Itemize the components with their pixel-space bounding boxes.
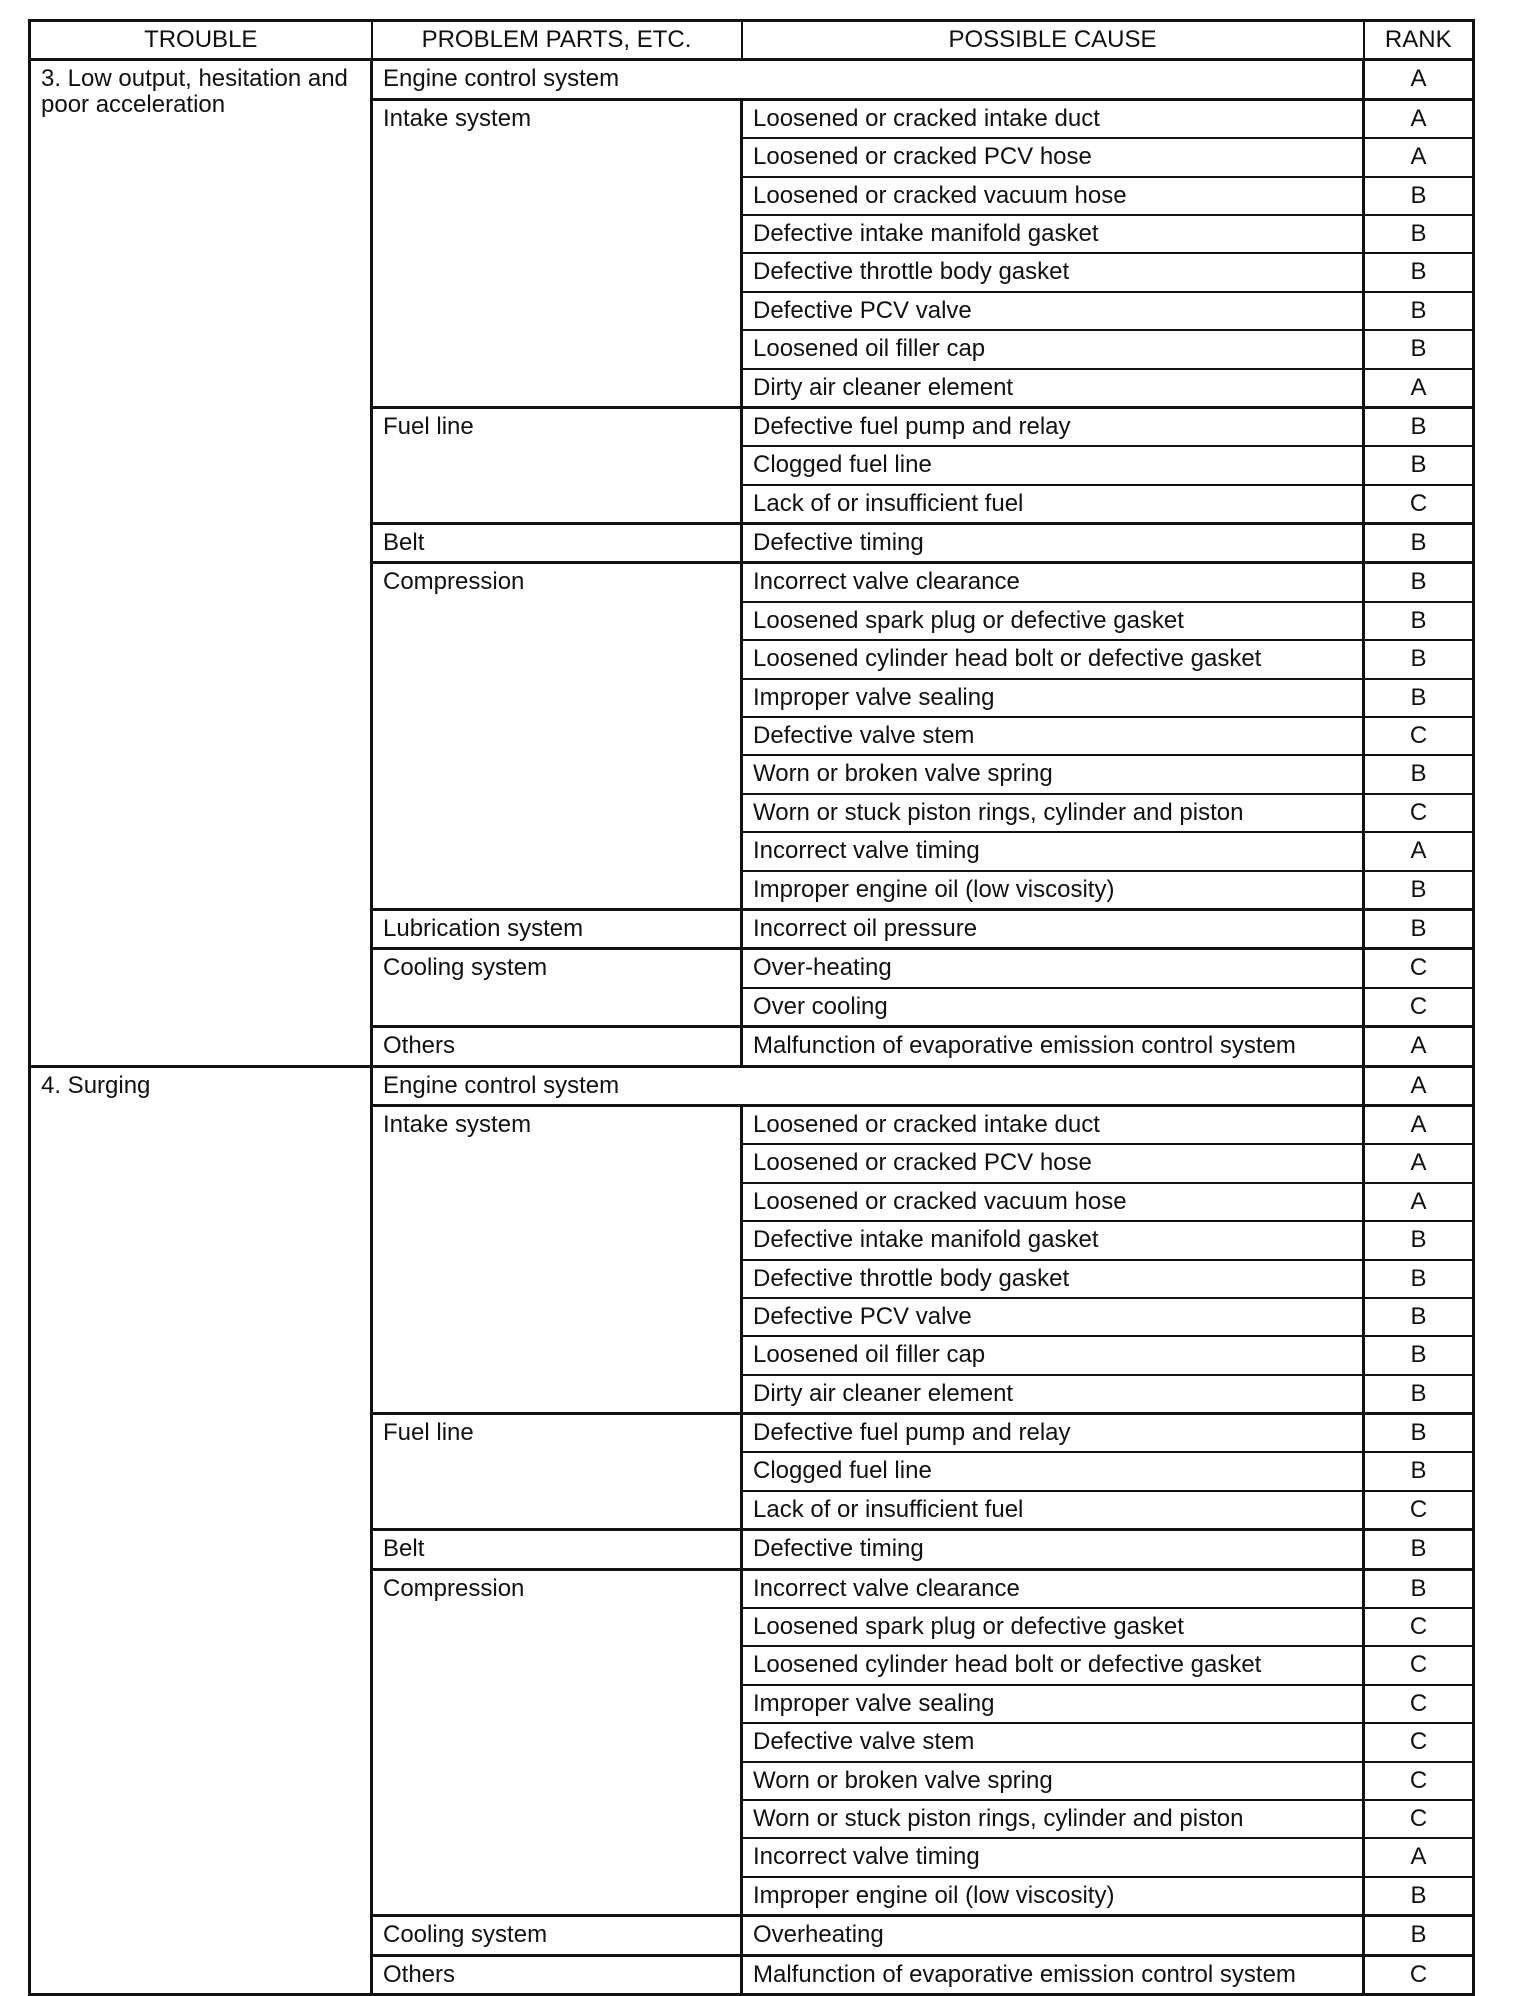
possible-cause-cell: Loosened or cracked PCV hose [742, 138, 1364, 176]
rank-cell: A [1364, 138, 1474, 176]
possible-cause-cell: Defective throttle body gasket [742, 1260, 1364, 1298]
header-trouble: TROUBLE [30, 21, 372, 60]
possible-cause-cell: Clogged fuel line [742, 1452, 1364, 1490]
rank-cell: B [1364, 446, 1474, 484]
possible-cause-cell: Loosened or cracked intake duct [742, 99, 1364, 138]
rank-cell: A [1364, 1838, 1474, 1876]
possible-cause-cell: Defective intake manifold gasket [742, 1221, 1364, 1259]
rank-cell: B [1364, 1452, 1474, 1490]
table-body [30, 60, 1474, 1995]
possible-cause-cell: Loosened oil filler cap [742, 1336, 1364, 1374]
possible-cause-cell: Improper engine oil (low viscosity) [742, 1877, 1364, 1916]
possible-cause-cell: Defective valve stem [742, 717, 1364, 755]
rank-cell: A [1364, 1105, 1474, 1144]
rank-cell: B [1364, 292, 1474, 330]
possible-cause-cell: Improper engine oil (low viscosity) [742, 871, 1364, 910]
rank-cell: A [1364, 99, 1474, 138]
rank-cell: B [1364, 177, 1474, 215]
rank-cell: A [1364, 832, 1474, 870]
rank-cell: C [1364, 1608, 1474, 1646]
possible-cause-cell: Loosened spark plug or defective gasket [742, 1608, 1364, 1646]
rank-cell: C [1364, 1955, 1474, 1994]
problem-part-cell: Belt [372, 1530, 742, 1569]
troubleshooting-table [28, 19, 1475, 1996]
trouble-cell: 3. Low output, hesitation and poor acceleration [30, 60, 372, 1066]
header-problem-parts: PROBLEM PARTS, ETC. [372, 21, 742, 60]
possible-cause-cell: Loosened or cracked intake duct [742, 1105, 1364, 1144]
problem-part-cell: Others [372, 1027, 742, 1066]
rank-cell: C [1364, 1491, 1474, 1530]
problem-part-cell: Intake system [372, 99, 742, 407]
possible-cause-cell: Worn or stuck piston rings, cylinder and piston [742, 1800, 1364, 1838]
rank-cell: C [1364, 949, 1474, 988]
possible-cause-cell: Dirty air cleaner element [742, 369, 1364, 408]
rank-cell: B [1364, 1298, 1474, 1336]
rank-cell: B [1364, 909, 1474, 948]
problem-part-cell: Engine control system [372, 60, 1364, 99]
possible-cause-cell: Worn or broken valve spring [742, 1762, 1364, 1800]
rank-cell: A [1364, 1183, 1474, 1221]
problem-part-cell: Lubrication system [372, 909, 742, 948]
rank-cell: B [1364, 640, 1474, 678]
trouble-cell: 4. Surging [30, 1066, 372, 1994]
possible-cause-cell: Malfunction of evaporative emission control system [742, 1955, 1364, 1994]
rank-cell: B [1364, 1375, 1474, 1414]
possible-cause-cell: Incorrect valve timing [742, 1838, 1364, 1876]
problem-part-cell: Cooling system [372, 1916, 742, 1955]
possible-cause-cell: Improper valve sealing [742, 1685, 1364, 1723]
possible-cause-cell: Defective throttle body gasket [742, 253, 1364, 291]
rank-cell: B [1364, 524, 1474, 563]
rank-cell: C [1364, 1762, 1474, 1800]
rank-cell: B [1364, 1569, 1474, 1608]
possible-cause-cell: Loosened oil filler cap [742, 330, 1364, 368]
rank-cell: B [1364, 1414, 1474, 1453]
rank-cell: C [1364, 988, 1474, 1027]
possible-cause-cell: Worn or stuck piston rings, cylinder and piston [742, 794, 1364, 832]
possible-cause-cell: Loosened cylinder head bolt or defective gasket [742, 640, 1364, 678]
possible-cause-cell: Incorrect valve clearance [742, 563, 1364, 602]
problem-part-cell: Cooling system [372, 949, 742, 1027]
rank-cell: B [1364, 215, 1474, 253]
possible-cause-cell: Overheating [742, 1916, 1364, 1955]
possible-cause-cell: Loosened or cracked PCV hose [742, 1144, 1364, 1182]
rank-cell: B [1364, 1530, 1474, 1569]
possible-cause-cell: Worn or broken valve spring [742, 755, 1364, 793]
rank-cell: C [1364, 1723, 1474, 1761]
header-row [30, 21, 1474, 60]
possible-cause-cell: Clogged fuel line [742, 446, 1364, 484]
possible-cause-cell: Loosened cylinder head bolt or defective gasket [742, 1646, 1364, 1684]
possible-cause-cell: Defective PCV valve [742, 292, 1364, 330]
problem-part-cell: Compression [372, 1569, 742, 1916]
rank-cell: B [1364, 1260, 1474, 1298]
rank-cell: B [1364, 871, 1474, 910]
table-header [30, 21, 1474, 60]
problem-part-cell: Fuel line [372, 1414, 742, 1530]
possible-cause-cell: Defective PCV valve [742, 1298, 1364, 1336]
rank-cell: A [1364, 369, 1474, 408]
possible-cause-cell: Defective fuel pump and relay [742, 1414, 1364, 1453]
rank-cell: B [1364, 1336, 1474, 1374]
possible-cause-cell: Lack of or insufficient fuel [742, 1491, 1364, 1530]
possible-cause-cell: Incorrect valve clearance [742, 1569, 1364, 1608]
problem-part-cell: Intake system [372, 1105, 742, 1413]
rank-cell: B [1364, 330, 1474, 368]
rank-cell: B [1364, 602, 1474, 640]
problem-part-cell: Fuel line [372, 407, 742, 523]
rank-cell: C [1364, 794, 1474, 832]
possible-cause-cell: Malfunction of evaporative emission control system [742, 1027, 1364, 1066]
problem-part-cell: Belt [372, 524, 742, 563]
rank-cell: B [1364, 755, 1474, 793]
rank-cell: B [1364, 563, 1474, 602]
rank-cell: B [1364, 1916, 1474, 1955]
rank-cell: B [1364, 1221, 1474, 1259]
possible-cause-cell: Defective timing [742, 524, 1364, 563]
rank-cell: A [1364, 1144, 1474, 1182]
rank-cell: A [1364, 1027, 1474, 1066]
possible-cause-cell: Over cooling [742, 988, 1364, 1027]
possible-cause-cell: Defective valve stem [742, 1723, 1364, 1761]
rank-cell: C [1364, 1646, 1474, 1684]
table-row [30, 1066, 1474, 1105]
possible-cause-cell: Defective intake manifold gasket [742, 215, 1364, 253]
possible-cause-cell: Loosened or cracked vacuum hose [742, 1183, 1364, 1221]
possible-cause-cell: Loosened or cracked vacuum hose [742, 177, 1364, 215]
rank-cell: B [1364, 679, 1474, 717]
header-rank: RANK [1364, 21, 1474, 60]
rank-cell: C [1364, 1685, 1474, 1723]
rank-cell: B [1364, 253, 1474, 291]
possible-cause-cell: Incorrect oil pressure [742, 909, 1364, 948]
header-possible-cause: POSSIBLE CAUSE [742, 21, 1364, 60]
rank-cell: B [1364, 1877, 1474, 1916]
possible-cause-cell: Improper valve sealing [742, 679, 1364, 717]
possible-cause-cell: Lack of or insufficient fuel [742, 485, 1364, 524]
problem-part-cell: Compression [372, 563, 742, 910]
possible-cause-cell: Incorrect valve timing [742, 832, 1364, 870]
table-row [30, 60, 1474, 99]
rank-cell: A [1364, 60, 1474, 99]
possible-cause-cell: Over-heating [742, 949, 1364, 988]
rank-cell: C [1364, 717, 1474, 755]
rank-cell: C [1364, 1800, 1474, 1838]
rank-cell: C [1364, 485, 1474, 524]
rank-cell: B [1364, 407, 1474, 446]
possible-cause-cell: Defective timing [742, 1530, 1364, 1569]
problem-part-cell: Engine control system [372, 1066, 1364, 1105]
possible-cause-cell: Loosened spark plug or defective gasket [742, 602, 1364, 640]
possible-cause-cell: Defective fuel pump and relay [742, 407, 1364, 446]
rank-cell: A [1364, 1066, 1474, 1105]
possible-cause-cell: Dirty air cleaner element [742, 1375, 1364, 1414]
problem-part-cell: Others [372, 1955, 742, 1994]
